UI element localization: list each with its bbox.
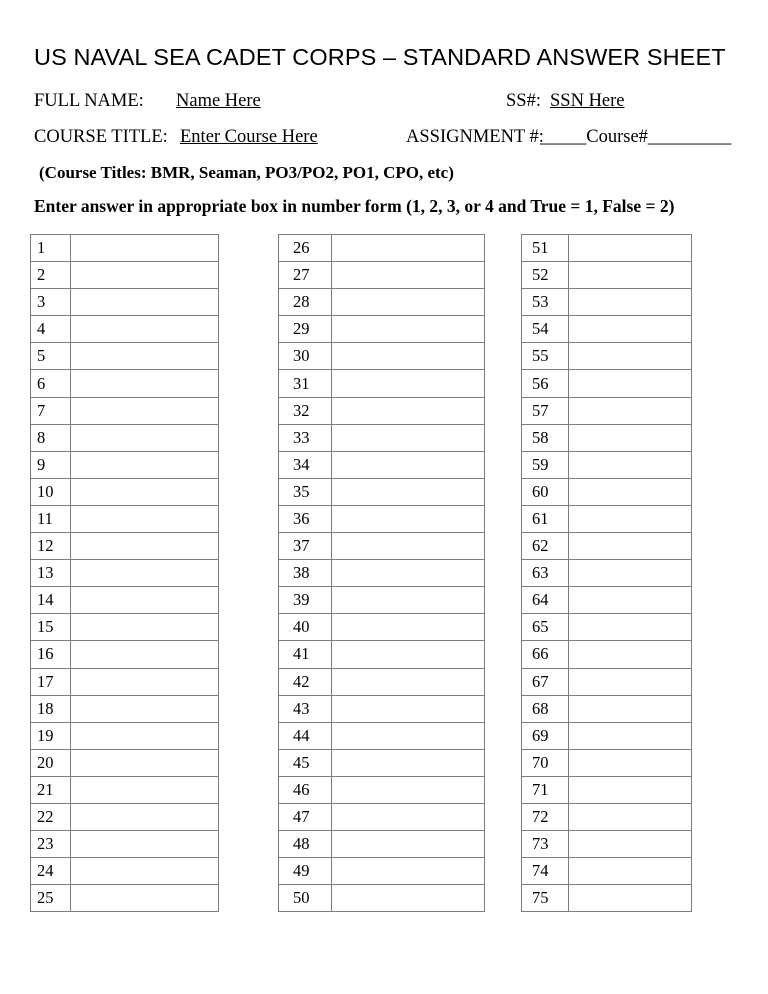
question-number: 17	[31, 668, 71, 695]
answer-row	[31, 451, 219, 478]
answer-row	[279, 289, 485, 316]
answer-cell[interactable]	[569, 343, 692, 370]
answer-cell[interactable]	[332, 262, 485, 289]
answer-cell[interactable]	[71, 370, 219, 397]
question-number: 75	[522, 885, 569, 912]
question-number: 9	[31, 451, 71, 478]
answer-cell[interactable]	[569, 885, 692, 912]
answer-cell[interactable]	[332, 641, 485, 668]
answer-table-body-2	[279, 235, 485, 912]
answer-row	[279, 831, 485, 858]
answer-row	[279, 235, 485, 262]
answer-row	[522, 289, 692, 316]
answer-cell[interactable]	[71, 397, 219, 424]
answer-cell[interactable]	[332, 749, 485, 776]
answer-row	[522, 424, 692, 451]
answer-row	[522, 858, 692, 885]
answer-cell[interactable]	[332, 343, 485, 370]
answer-row	[522, 641, 692, 668]
answer-grid	[0, 234, 768, 914]
answer-cell[interactable]	[71, 749, 219, 776]
answer-row	[31, 803, 219, 830]
answer-table-body-3	[522, 235, 692, 912]
answer-row	[522, 722, 692, 749]
question-number: 6	[31, 370, 71, 397]
answer-row	[31, 478, 219, 505]
answer-row	[31, 262, 219, 289]
question-number: 25	[31, 885, 71, 912]
question-number: 43	[279, 695, 332, 722]
question-number: 70	[522, 749, 569, 776]
question-number: 16	[31, 641, 71, 668]
answer-cell[interactable]	[71, 668, 219, 695]
answer-cell[interactable]	[332, 776, 485, 803]
answer-cell[interactable]	[332, 478, 485, 505]
page-title: US NAVAL SEA CADET CORPS – STANDARD ANSWER SHEET	[34, 44, 726, 70]
question-number: 59	[522, 451, 569, 478]
answer-table-column-3	[521, 234, 692, 912]
answer-cell[interactable]	[569, 505, 692, 532]
answer-cell[interactable]	[332, 614, 485, 641]
question-number: 40	[279, 614, 332, 641]
answer-table-column-2	[278, 234, 485, 912]
course-title-label: COURSE TITLE:	[34, 127, 168, 147]
question-number: 41	[279, 641, 332, 668]
answer-cell[interactable]	[71, 776, 219, 803]
answer-row	[279, 478, 485, 505]
answer-cell[interactable]	[71, 614, 219, 641]
answer-cell[interactable]	[71, 262, 219, 289]
full-name-row	[34, 90, 740, 112]
answer-row	[522, 803, 692, 830]
question-number: 24	[31, 858, 71, 885]
answer-cell[interactable]	[569, 451, 692, 478]
answer-row	[522, 397, 692, 424]
answer-row	[279, 641, 485, 668]
answer-cell[interactable]	[332, 505, 485, 532]
answer-cell[interactable]	[332, 587, 485, 614]
question-number: 42	[279, 668, 332, 695]
answer-row	[31, 505, 219, 532]
question-number: 55	[522, 343, 569, 370]
question-number: 52	[522, 262, 569, 289]
answer-row	[522, 262, 692, 289]
question-number: 51	[522, 235, 569, 262]
question-number: 44	[279, 722, 332, 749]
answer-cell[interactable]	[71, 424, 219, 451]
answer-row	[522, 668, 692, 695]
course-title-row	[34, 126, 740, 148]
answer-row	[522, 235, 692, 262]
answer-row	[31, 370, 219, 397]
question-number: 13	[31, 560, 71, 587]
answer-cell[interactable]	[71, 533, 219, 560]
assignment-number-label: ASSIGNMENT #:	[406, 127, 544, 147]
answer-row	[279, 560, 485, 587]
answer-cell[interactable]	[569, 560, 692, 587]
answer-row	[522, 776, 692, 803]
answer-row	[522, 749, 692, 776]
question-number: 47	[279, 803, 332, 830]
answer-row	[522, 533, 692, 560]
question-number: 38	[279, 560, 332, 587]
answer-row	[279, 695, 485, 722]
answer-cell[interactable]	[71, 289, 219, 316]
answer-row	[31, 316, 219, 343]
answer-row	[31, 235, 219, 262]
answer-row	[522, 885, 692, 912]
answer-cell[interactable]	[569, 533, 692, 560]
answer-row	[31, 722, 219, 749]
answer-row	[279, 858, 485, 885]
answer-row	[31, 641, 219, 668]
answer-row	[522, 343, 692, 370]
full-name-field[interactable]: Name Here	[176, 91, 261, 111]
question-number: 74	[522, 858, 569, 885]
answer-row	[31, 858, 219, 885]
course-titles-note: (Course Titles: BMR, Seaman, PO3/PO2, PO1, CPO, etc)	[39, 163, 454, 182]
answer-cell[interactable]	[569, 397, 692, 424]
question-number: 1	[31, 235, 71, 262]
answer-row	[279, 316, 485, 343]
answer-cell[interactable]	[569, 858, 692, 885]
question-number: 22	[31, 803, 71, 830]
answer-row	[279, 722, 485, 749]
answer-cell[interactable]	[569, 235, 692, 262]
answer-cell[interactable]	[71, 451, 219, 478]
question-number: 33	[279, 424, 332, 451]
answer-row	[279, 451, 485, 478]
question-number: 29	[279, 316, 332, 343]
answer-cell[interactable]	[71, 885, 219, 912]
question-number: 31	[279, 370, 332, 397]
question-number: 3	[31, 289, 71, 316]
answer-cell[interactable]	[71, 803, 219, 830]
answer-cell[interactable]	[332, 858, 485, 885]
question-number: 66	[522, 641, 569, 668]
answer-row	[279, 587, 485, 614]
answer-cell[interactable]	[332, 397, 485, 424]
question-number: 62	[522, 533, 569, 560]
answer-cell[interactable]	[71, 695, 219, 722]
question-number: 7	[31, 397, 71, 424]
answer-cell[interactable]	[569, 587, 692, 614]
answer-cell[interactable]	[332, 370, 485, 397]
answer-cell[interactable]	[332, 668, 485, 695]
answer-row	[31, 587, 219, 614]
question-number: 54	[522, 316, 569, 343]
question-number: 10	[31, 478, 71, 505]
answer-row	[31, 695, 219, 722]
answer-row	[279, 533, 485, 560]
answer-row	[522, 370, 692, 397]
answer-cell[interactable]	[569, 316, 692, 343]
answer-cell[interactable]	[569, 614, 692, 641]
question-number: 21	[31, 776, 71, 803]
answer-cell[interactable]	[569, 722, 692, 749]
answer-row	[522, 505, 692, 532]
answer-row	[31, 560, 219, 587]
question-number: 36	[279, 505, 332, 532]
answer-row	[522, 831, 692, 858]
question-number: 12	[31, 533, 71, 560]
answer-row	[31, 614, 219, 641]
question-number: 11	[31, 505, 71, 532]
question-number: 58	[522, 424, 569, 451]
answer-cell[interactable]	[569, 370, 692, 397]
answer-row	[31, 343, 219, 370]
question-number: 45	[279, 749, 332, 776]
answer-row	[522, 614, 692, 641]
question-number: 8	[31, 424, 71, 451]
answer-cell[interactable]	[332, 885, 485, 912]
question-number: 53	[522, 289, 569, 316]
answer-cell[interactable]	[569, 478, 692, 505]
answer-row	[522, 695, 692, 722]
answer-row	[279, 749, 485, 776]
answer-cell[interactable]	[332, 695, 485, 722]
answer-row	[522, 451, 692, 478]
question-number: 2	[31, 262, 71, 289]
answer-cell[interactable]	[71, 343, 219, 370]
answer-cell[interactable]	[71, 858, 219, 885]
answer-cell[interactable]	[569, 424, 692, 451]
answer-row	[279, 262, 485, 289]
answer-cell[interactable]	[71, 235, 219, 262]
answer-cell[interactable]	[569, 749, 692, 776]
answer-row	[31, 668, 219, 695]
question-number: 57	[522, 397, 569, 424]
answer-table-column-1	[30, 234, 219, 912]
answer-cell[interactable]	[71, 831, 219, 858]
full-name-label: FULL NAME:	[34, 91, 144, 111]
question-number: 37	[279, 533, 332, 560]
answer-cell[interactable]	[332, 235, 485, 262]
answer-cell[interactable]	[569, 289, 692, 316]
answer-cell[interactable]	[71, 478, 219, 505]
answer-row	[279, 370, 485, 397]
answer-cell[interactable]	[569, 668, 692, 695]
answer-row	[31, 749, 219, 776]
question-number: 19	[31, 722, 71, 749]
question-number: 61	[522, 505, 569, 532]
answer-row	[279, 776, 485, 803]
answer-row	[522, 316, 692, 343]
question-number: 68	[522, 695, 569, 722]
answer-row	[31, 885, 219, 912]
question-number: 50	[279, 885, 332, 912]
question-number: 14	[31, 587, 71, 614]
answer-row	[31, 776, 219, 803]
answer-cell[interactable]	[569, 262, 692, 289]
question-number: 26	[279, 235, 332, 262]
assignment-number-field[interactable]: _____Course#_________	[540, 127, 732, 147]
answer-row	[279, 397, 485, 424]
answer-row	[279, 803, 485, 830]
answer-cell[interactable]	[71, 505, 219, 532]
question-number: 39	[279, 587, 332, 614]
answer-row	[279, 343, 485, 370]
answer-cell[interactable]	[569, 831, 692, 858]
answer-cell[interactable]	[332, 289, 485, 316]
course-title-field[interactable]: Enter Course Here	[180, 127, 318, 147]
question-number: 35	[279, 478, 332, 505]
answer-cell[interactable]	[71, 316, 219, 343]
question-number: 27	[279, 262, 332, 289]
question-number: 32	[279, 397, 332, 424]
answer-cell[interactable]	[569, 695, 692, 722]
ssn-field[interactable]: SSN Here	[550, 91, 625, 111]
answer-row	[31, 424, 219, 451]
answer-cell[interactable]	[332, 831, 485, 858]
answer-cell[interactable]	[71, 587, 219, 614]
question-number: 46	[279, 776, 332, 803]
answer-cell[interactable]	[332, 560, 485, 587]
ssn-label: SS#:	[506, 91, 541, 111]
answer-row	[279, 668, 485, 695]
question-number: 5	[31, 343, 71, 370]
question-number: 15	[31, 614, 71, 641]
answer-row	[522, 478, 692, 505]
question-number: 65	[522, 614, 569, 641]
question-number: 23	[31, 831, 71, 858]
answer-cell[interactable]	[569, 776, 692, 803]
answer-cell[interactable]	[332, 722, 485, 749]
answer-cell[interactable]	[569, 641, 692, 668]
answer-cell[interactable]	[71, 641, 219, 668]
answer-cell[interactable]	[332, 533, 485, 560]
answer-row	[31, 289, 219, 316]
answer-cell[interactable]	[332, 451, 485, 478]
question-number: 72	[522, 803, 569, 830]
answer-row	[279, 424, 485, 451]
answer-cell[interactable]	[71, 722, 219, 749]
question-number: 18	[31, 695, 71, 722]
question-number: 56	[522, 370, 569, 397]
answer-row	[31, 831, 219, 858]
question-number: 73	[522, 831, 569, 858]
question-number: 71	[522, 776, 569, 803]
question-number: 28	[279, 289, 332, 316]
answer-row	[31, 533, 219, 560]
answer-row	[279, 885, 485, 912]
answer-cell[interactable]	[71, 560, 219, 587]
question-number: 20	[31, 749, 71, 776]
question-number: 64	[522, 587, 569, 614]
answer-row	[31, 397, 219, 424]
answer-cell[interactable]	[332, 803, 485, 830]
instruction-note: Enter answer in appropriate box in number form (1, 2, 3, or 4 and True = 1, False = 2)	[34, 196, 675, 216]
question-number: 48	[279, 831, 332, 858]
answer-table-body-1	[31, 235, 219, 912]
question-number: 4	[31, 316, 71, 343]
answer-row	[522, 587, 692, 614]
answer-row	[279, 505, 485, 532]
question-number: 34	[279, 451, 332, 478]
answer-row	[279, 614, 485, 641]
question-number: 60	[522, 478, 569, 505]
question-number: 69	[522, 722, 569, 749]
answer-cell[interactable]	[332, 424, 485, 451]
question-number: 30	[279, 343, 332, 370]
answer-cell[interactable]	[569, 803, 692, 830]
answer-row	[522, 560, 692, 587]
answer-cell[interactable]	[332, 316, 485, 343]
question-number: 49	[279, 858, 332, 885]
question-number: 67	[522, 668, 569, 695]
question-number: 63	[522, 560, 569, 587]
